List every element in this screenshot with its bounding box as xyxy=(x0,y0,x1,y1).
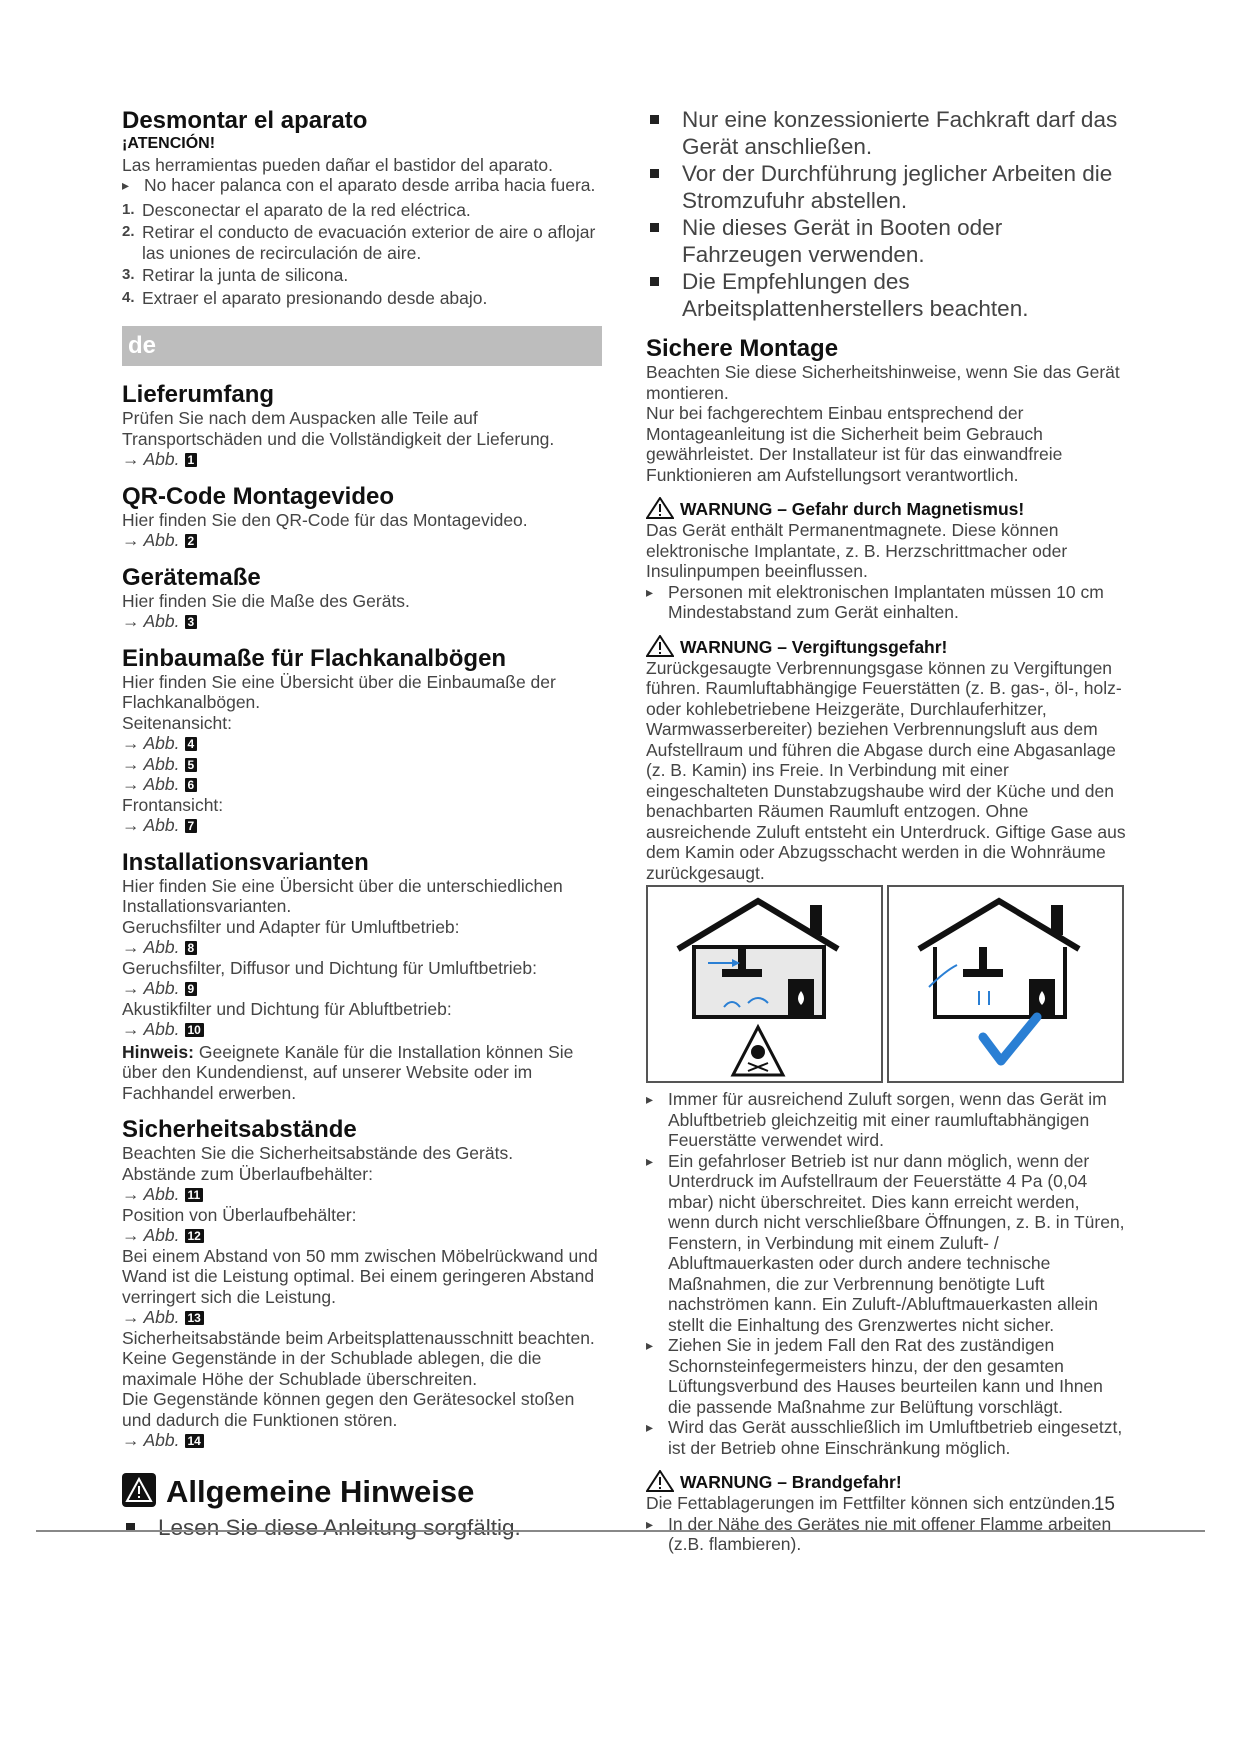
figure-badge: 4 xyxy=(185,737,198,751)
arrow-icon: → xyxy=(122,1184,140,1204)
warning-triangle-icon xyxy=(646,635,674,657)
arrow-icon: → xyxy=(122,449,140,469)
figure-reference: → Abb. 6 xyxy=(122,774,602,795)
step-item: 3. Retirar la junta de silicona. xyxy=(122,265,349,285)
illustration-safe xyxy=(887,885,1124,1083)
paragraph: Nur bei fachgerechtem Einbau entsprechend der Montageanleitung ist die Sicherheit beim Gebrauch gewährleistet. Der Installateur ist für das einwandfreie Funktionieren am Aufstellungsort verantwortlich. xyxy=(646,403,1063,485)
figure-reference: → Abb. 2 xyxy=(122,530,602,551)
paragraph: Position von Überlaufbehälter: xyxy=(122,1204,357,1225)
paragraph: Die Gegenstände können gegen den Gerätesockel stoßen und dadurch die Funktionen stören. xyxy=(122,1389,575,1430)
figure-badge: 13 xyxy=(185,1311,204,1325)
bullet-item: ▸ Personen mit elektronischen Implantaten müssen 10 cm Mindestabstand zum Gerät einhalten. xyxy=(646,582,1126,623)
page-number: 15 xyxy=(1093,1494,1115,1515)
bullet-item: Vor der Durchführung jeglicher Arbeiten die Stromzufuhr abstellen. xyxy=(646,160,1126,214)
figure-badge: 3 xyxy=(185,615,198,629)
arrow-icon: → xyxy=(122,978,140,998)
figure-reference: → Abb. 3 xyxy=(122,611,602,632)
paragraph: Las herramientas pueden dañar el bastidor del aparato. xyxy=(122,154,553,175)
right-column xyxy=(646,106,1126,1555)
figure-reference: → Abb. 12 xyxy=(122,1225,602,1246)
heading-geraetemasse: Gerätemaße xyxy=(122,563,261,591)
attention-label: ¡ATENCIÓN! xyxy=(122,135,216,152)
paragraph: Das Gerät enthält Permanentmagnete. Diese können elektronische Implantate, z. B. Herzschrittmacher oder Insulinpumpen beeinflussen. xyxy=(646,520,1068,581)
figure-badge: 1 xyxy=(185,453,198,467)
paragraph: Akustikfilter und Dichtung für Abluftbetrieb: xyxy=(122,998,452,1019)
paragraph: Geruchsfilter und Adapter für Umluftbetrieb: xyxy=(122,916,460,937)
paragraph: Zurückgesaugte Verbrennungsgase können zu Vergiftungen führen. Raumluftabhängige Feuerstätten (z. B. gas-, öl-, holz- oder kohlebetriebene Heizgeräte, Durchlauferhitzer, Warmwasserbereiter) beziehen Verbrennungsluft aus dem Aufstellraum und führen die Abgase durch eine Abgasanlage (z. B. Kamin) ins Freie. In Verbindung mit einer eingeschalteten Dunstabzugshaube wird der Küche und den benachbarten Räumen Raumluft entzogen. Ohne ausreichende Zuluft entsteht ein Unterdruck. Giftige Gase aus dem Kamin oder Abzugsschacht werden in die Wohnräume zurückgesaugt. xyxy=(646,657,1126,883)
figure-badge: 5 xyxy=(185,758,198,772)
arrow-icon: → xyxy=(122,937,140,957)
figure-badge: 6 xyxy=(185,778,198,792)
figure-reference: → Abb. 9 xyxy=(122,978,602,999)
arrow-icon: → xyxy=(122,733,140,753)
figure-badge: 8 xyxy=(185,941,198,955)
arrow-icon: → xyxy=(122,815,140,835)
figure-badge: 11 xyxy=(185,1188,204,1202)
figure-reference: → Abb. 1 xyxy=(122,449,602,470)
paragraph: Die Fettablagerungen im Fettfilter können sich entzünden. xyxy=(646,1493,1096,1513)
step-item: 2. Retirar el conducto de evacuación exterior de aire o aflojar las uniones de recirculación de aire. xyxy=(122,222,596,263)
warning-triangle-icon xyxy=(646,497,674,519)
paragraph: Geruchsfilter, Diffusor und Dichtung für Umluftbetrieb: xyxy=(122,957,538,978)
heading-sicherheitsabstaende: Sicherheitsabstände xyxy=(122,1116,357,1143)
paragraph: Hier finden Sie eine Übersicht über die Einbaumaße der Flachkanalbögen. xyxy=(122,671,556,712)
warning-triangle-icon xyxy=(646,1470,674,1492)
illustration-danger xyxy=(646,885,883,1083)
paragraph: Beachten Sie die Sicherheitsabstände des Geräts. xyxy=(122,1143,514,1163)
warning-magnetism: WARNUNG – Gefahr durch Magnetismus! xyxy=(646,497,1126,520)
figure-reference: → Abb. 10 xyxy=(122,1019,602,1040)
figure-reference: → Abb. 8 xyxy=(122,937,602,958)
figure-reference: → Abb. 14 xyxy=(122,1430,602,1451)
heading-sichere-montage: Sichere Montage xyxy=(646,335,839,362)
language-bar: de xyxy=(122,326,602,366)
warning-icon xyxy=(122,1473,156,1507)
heading-installationsvarianten: Installationsvarianten xyxy=(122,848,369,876)
steps-list xyxy=(122,200,602,309)
paragraph: Hier finden Sie den QR-Code für das Montagevideo. xyxy=(122,509,528,530)
left-column xyxy=(122,108,602,1541)
bullet-item: ▸ Wird das Gerät ausschließlich im Umluftbetrieb eingesetzt, ist der Betrieb ohne Einschränkung möglich. xyxy=(646,1417,1126,1458)
figure-badge: 9 xyxy=(185,982,198,996)
paragraph: Bei einem Abstand von 50 mm zwischen Möbelrückwand und Wand ist die Leistung optimal. Bei einem geringeren Abstand verringert sich die Leistung. xyxy=(122,1245,598,1307)
arrow-icon: → xyxy=(122,530,140,550)
arrow-icon: → xyxy=(122,1430,140,1450)
arrow-icon: → xyxy=(122,1225,140,1245)
figure-reference: → Abb. 11 xyxy=(122,1184,602,1205)
figure-badge: 7 xyxy=(185,819,198,833)
step-item: 1. Desconectar el aparato de la red eléctrica. xyxy=(122,199,471,220)
heading-qrcode: QR-Code Montagevideo xyxy=(122,482,395,510)
figure-reference: → Abb. 5 xyxy=(122,754,602,775)
bullet-item: Nie dieses Gerät in Booten oder Fahrzeugen verwenden. xyxy=(646,214,1126,268)
bullet-item: Nur eine konzessionierte Fachkraft darf das Gerät anschließen. xyxy=(646,106,1126,160)
figure-badge: 2 xyxy=(185,534,198,548)
arrow-icon: → xyxy=(122,774,140,794)
paragraph: Abstände zum Überlaufbehälter: xyxy=(122,1163,373,1184)
footer-rule xyxy=(36,1530,1205,1532)
figure-reference: → Abb. 4 xyxy=(122,733,602,754)
heading-allgemeine-hinweise: Allgemeine Hinweise xyxy=(122,1473,602,1510)
paragraph: Beachten Sie diese Sicherheitshinweise, wenn Sie das Gerät montieren. xyxy=(646,362,1120,403)
heading-lieferumfang: Lieferumfang xyxy=(122,381,275,408)
label-side-view: Seitenansicht: xyxy=(122,712,232,733)
bullet-item: Die Empfehlungen des Arbeitsplattenherstellers beachten. xyxy=(646,268,1126,322)
arrow-icon: → xyxy=(122,611,140,631)
hint-label: Hinweis: xyxy=(122,1041,194,1062)
hint-paragraph: Hinweis: Geeignete Kanäle für die Installation können Sie über den Kundendienst, auf unserer Website oder im Fachhandel erwerben. xyxy=(122,1041,574,1103)
paragraph: Hier finden Sie eine Übersicht über die unterschiedlichen Installationsvarianten. xyxy=(122,875,563,916)
warning-fire: WARNUNG – Brandgefahr! xyxy=(646,1470,1126,1493)
figure-reference: → Abb. 13 xyxy=(122,1307,602,1328)
bullet-item: ▸ Immer für ausreichend Zuluft sorgen, wenn das Gerät im Abluftbetrieb gleichzeitig mit einer raumluftabhängigen Feuerstätte verwendet wird. xyxy=(646,1089,1126,1151)
arrow-icon: → xyxy=(122,1307,140,1327)
label-front-view: Frontansicht: xyxy=(122,794,224,815)
step-item: 4. Extraer el aparato presionando desde abajo. xyxy=(122,287,488,308)
figure-reference: → Abb. 7 xyxy=(122,815,602,836)
bullet-item: ▸ Ein gefahrloser Betrieb ist nur dann möglich, wenn der Unterdruck im Aufstellraum der Feuerstätte 4 Pa (0,04 mbar) nicht überschreitet. Dies kann erreicht werden, wenn durch nicht verschließbare Öffnungen, z. B. in Türen, Fenstern, in Verbindung mit einem Zuluft- / Abluftmauerkasten oder durch andere technische Maßnahmen, die zur Verbrennung benötigte Luft nachströmen kann. Ein Zuluft-/Abluftmauerkasten allein stellt die Einhaltung des Grenzwertes nicht sicher. xyxy=(646,1151,1126,1336)
bullet-item: Lesen Sie diese Anleitung sorgfältig. xyxy=(122,1514,602,1541)
heading-einbaumasse: Einbaumaße für Flachkanalbögen xyxy=(122,644,507,672)
figure-badge: 10 xyxy=(185,1023,204,1037)
figure-badge: 14 xyxy=(185,1434,204,1448)
arrow-icon: → xyxy=(122,753,140,774)
arrow-icon: → xyxy=(122,1019,140,1039)
ventilation-illustrations xyxy=(646,885,1126,1083)
paragraph: Keine Gegenstände in der Schublade ablegen, die die maximale Höhe der Schublade überschreiten. xyxy=(122,1348,542,1389)
bullet-item: ▸ No hacer palanca con el aparato desde arriba hacia fuera. xyxy=(122,175,602,196)
heading-desmontar: Desmontar el aparato xyxy=(122,107,368,134)
paragraph: Hier finden Sie die Maße des Geräts. xyxy=(122,590,410,611)
warning-poisoning: WARNUNG – Vergiftungsgefahr! xyxy=(646,635,1126,658)
paragraph: Sicherheitsabstände beim Arbeitsplattenausschnitt beachten. xyxy=(122,1327,595,1348)
paragraph: Prüfen Sie nach dem Auspacken alle Teile auf Transportschäden und die Vollständigkeit der Lieferung. xyxy=(122,408,555,449)
bullet-item: ▸ In der Nähe des Gerätes nie mit offener Flamme arbeiten (z.B. flambieren). xyxy=(646,1514,1126,1555)
bullet-item: ▸ Ziehen Sie in jedem Fall den Rat des zuständigen Schornsteinfegermeisters hinzu, der den gesamten Lüftungsverbund des Hauses beurteilen kann und Ihnen die passende Maßnahme zur Belüftung vorschlägt. xyxy=(646,1335,1126,1417)
figure-badge: 12 xyxy=(185,1229,204,1243)
